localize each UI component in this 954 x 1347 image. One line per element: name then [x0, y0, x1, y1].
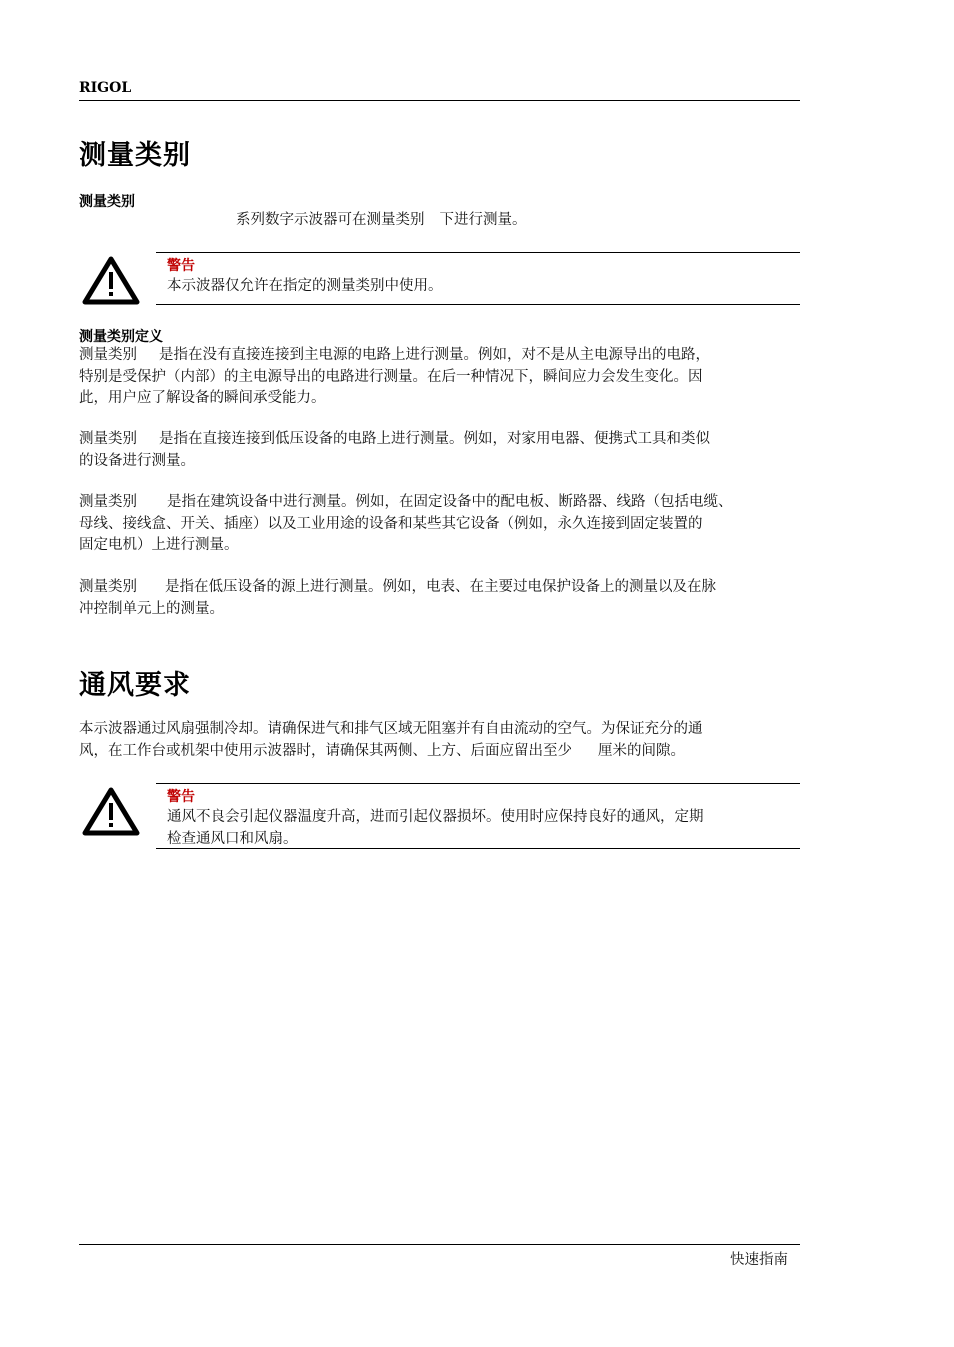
- section-title-ventilation: 通风要求: [79, 670, 191, 701]
- subheading-category-definition: 测量类别定义: [79, 329, 163, 345]
- warning-text: 本示波器仅允许在指定的测量类别中使用。: [167, 278, 443, 294]
- category-1-line-1: 是指在没有直接连接到主电源的电路上进行测量。例如，对不是从主电源导出的电路，: [159, 347, 710, 363]
- footer-rule: [79, 1244, 800, 1245]
- footer-doc-title: 快速指南: [730, 1252, 788, 1268]
- intro-paragraph: [236, 210, 796, 232]
- section-title-measurement-category: 测量类别: [79, 140, 191, 171]
- warning-line-1: 通风不良会引起仪器温度升高，进而引起仪器损坏。使用时应保持良好的通风，定期: [167, 809, 704, 825]
- category-3-line-3: 固定电机）上进行测量。: [79, 537, 239, 553]
- category-2-line-1: 是指在直接连接到低压设备的电路上进行测量。例如，对家用电器、便携式工具和类似: [159, 431, 710, 447]
- intro-text-a: 系列数字示波器可在测量类别: [236, 212, 425, 228]
- warning-box-ventilation: [156, 783, 800, 849]
- warning-text: [167, 806, 792, 850]
- category-4-line-1: 是指在低压设备的源上进行测量。例如，电表、在主要过电保护设备上的测量以及在脉: [165, 579, 716, 595]
- warning-label: 警告: [167, 789, 195, 805]
- category-3-paragraph: [79, 492, 800, 557]
- ventilation-line-2a: 风，在工作台或机架中使用示波器时，请确保其两侧、上方、后面应留出至少: [79, 742, 572, 759]
- category-1-paragraph: [79, 345, 800, 410]
- category-4-line-2: 冲控制单元上的测量。: [79, 600, 224, 617]
- header-rule: [79, 100, 800, 101]
- intro-text-b: 下进行测量。: [439, 212, 527, 228]
- category-2-line-2: 的设备进行测量。: [79, 452, 195, 469]
- warning-triangle-icon: [82, 255, 140, 305]
- category-3-line-2: 母线、接线盒、开关、插座）以及工业用途的设备和某些其它设备（例如，永久连接到固定装置的: [79, 515, 703, 532]
- warning-line-2: 检查通风口和风扇。: [167, 831, 298, 847]
- warning-label: 警告: [167, 258, 195, 274]
- category-4-prefix: 测量类别: [79, 579, 137, 595]
- category-3-line-1: 是指在建筑设备中进行测量。例如，在固定设备中的配电板、断路器、线路（包括电缆、: [167, 494, 733, 510]
- subheading-measurement-category: 测量类别: [79, 194, 135, 210]
- category-1-line-3: 此，用户应了解设备的瞬间承受能力。: [79, 390, 326, 406]
- category-1-line-2: 特别是受保护（内部）的主电源导出的电路进行测量。在后一种情况下，瞬间应力会发生变化。因: [79, 368, 703, 385]
- category-4-paragraph: [79, 577, 800, 620]
- ventilation-line-1: 本示波器通过风扇强制冷却。请确保进气和排气区域无阻塞并有自由流动的空气。为保证充分的通: [79, 721, 703, 737]
- ventilation-line-2b: 厘米的间隙。: [598, 742, 685, 759]
- header-brand: RIGOL: [79, 80, 132, 96]
- category-2-prefix: 测量类别: [79, 431, 137, 447]
- category-3-prefix: 测量类别: [79, 494, 137, 510]
- warning-triangle-icon: [82, 786, 140, 836]
- ventilation-paragraph: [79, 719, 800, 762]
- category-1-prefix: 测量类别: [79, 347, 137, 363]
- warning-box-category: [156, 252, 800, 305]
- category-2-paragraph: [79, 429, 800, 472]
